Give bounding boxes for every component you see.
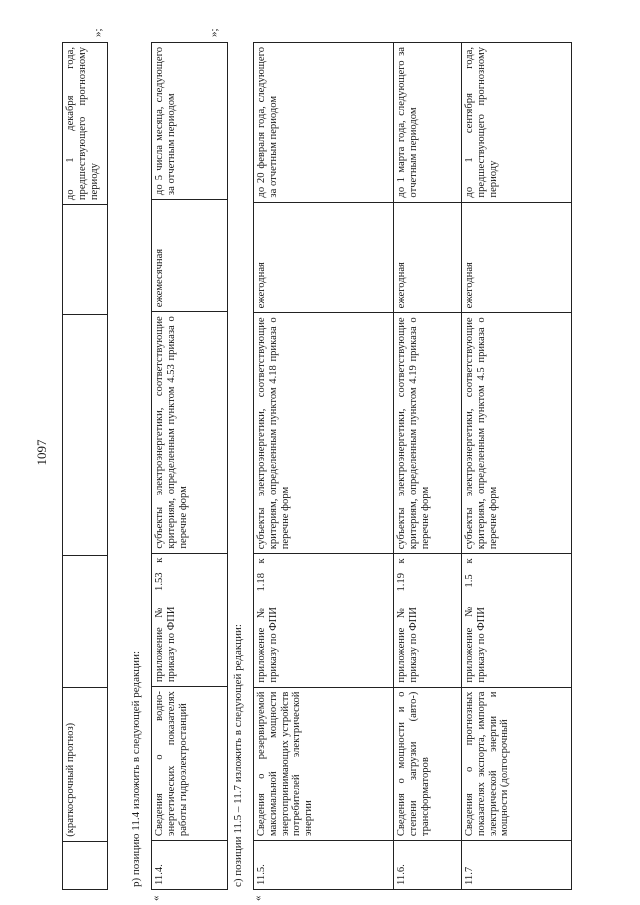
cell-form xyxy=(63,555,108,687)
prev-table xyxy=(62,42,108,890)
page-number: 1097 xyxy=(34,439,49,466)
cell-deadline: до 1 марта года, следующего за отчетным периодом xyxy=(394,43,462,203)
cell-name: Сведения о мощности и о степени загрузки (авто-) трансформаторов xyxy=(394,687,462,841)
cell-name: Сведения о резервируемой максимальной мощности энергопринимающих устройств потребителей электрической энергии xyxy=(254,687,394,841)
cell-deadline: до 1 сентября года, предшествующего прогнозному периоду xyxy=(462,43,572,203)
section-s-label: с) позиции 11.5 – 11.7 изложить в следующей редакции: xyxy=(232,624,244,887)
cell-frequency: ежегодная xyxy=(462,202,572,313)
cell-subjects xyxy=(63,315,108,556)
cell-subjects: субъекты электроэнергетики, соответствующие критериям, определенным пунктом 4.5 приказа о перечне форм xyxy=(462,313,572,554)
section-s-table xyxy=(253,42,572,890)
cell-deadline: до 1 декабря года, предшествующего прогнозному периоду xyxy=(63,43,108,205)
cell-form: приложение № 1.53 к приказу по ФПИ xyxy=(152,553,228,687)
cell-subjects: субъекты электроэнергетики, соответствующие критериям, определенным пунктом 4.18 приказа о перечне форм xyxy=(254,313,394,554)
cell-name: (краткосрочный прогноз) xyxy=(63,687,108,841)
cell-subjects: субъекты электроэнергетики, соответствующие критериям, определенным пунктом 4.53 приказа о перечне форм xyxy=(152,312,228,553)
cell-num: 11.5. xyxy=(254,841,394,890)
cell-frequency: ежегодная xyxy=(254,202,394,313)
cell-form: приложение № 1.18 к приказу по ФПИ xyxy=(254,554,394,687)
cell-num: 11.6. xyxy=(394,841,462,890)
section-r-table xyxy=(151,42,228,890)
cell-form: приложение № 1.5 к приказу по ФПИ xyxy=(462,554,572,687)
table-row xyxy=(254,43,394,890)
cell-deadline: до 5 числа месяца, следующего за отчетным периодом xyxy=(152,43,228,200)
cell-num xyxy=(63,841,108,889)
open-quote: « xyxy=(150,895,162,901)
table-row xyxy=(462,43,572,890)
table-row xyxy=(394,43,462,890)
close-quote: »; xyxy=(208,28,220,37)
section-r-label: р) позицию 11.4 изложить в следующей редакции: xyxy=(130,650,142,887)
cell-num: 11.4. xyxy=(152,841,228,890)
close-quote: »; xyxy=(92,28,104,37)
cell-deadline: до 20 февраля года, следующего за отчетным периодом xyxy=(254,43,394,203)
cell-name: Сведения о прогнозных показателях экспорта, импорта электрической энергии и мощности (долгосрочный xyxy=(462,687,572,841)
table-row xyxy=(63,43,108,890)
cell-num: 11.7 xyxy=(462,841,572,890)
cell-name: Сведения о водно-энергетических показателях работы гидроэлектростанций xyxy=(152,687,228,841)
cell-form: приложение № 1.19 к приказу по ФПИ xyxy=(394,554,462,687)
cell-frequency: ежегодная xyxy=(394,202,462,313)
cell-frequency xyxy=(63,205,108,315)
table-row xyxy=(152,43,228,890)
cell-frequency: ежемесячная xyxy=(152,200,228,312)
open-quote: « xyxy=(252,895,264,901)
cell-subjects: субъекты электроэнергетики, соответствующие критериям, определенным пунктом 4.19 приказа о перечне форм xyxy=(394,313,462,554)
